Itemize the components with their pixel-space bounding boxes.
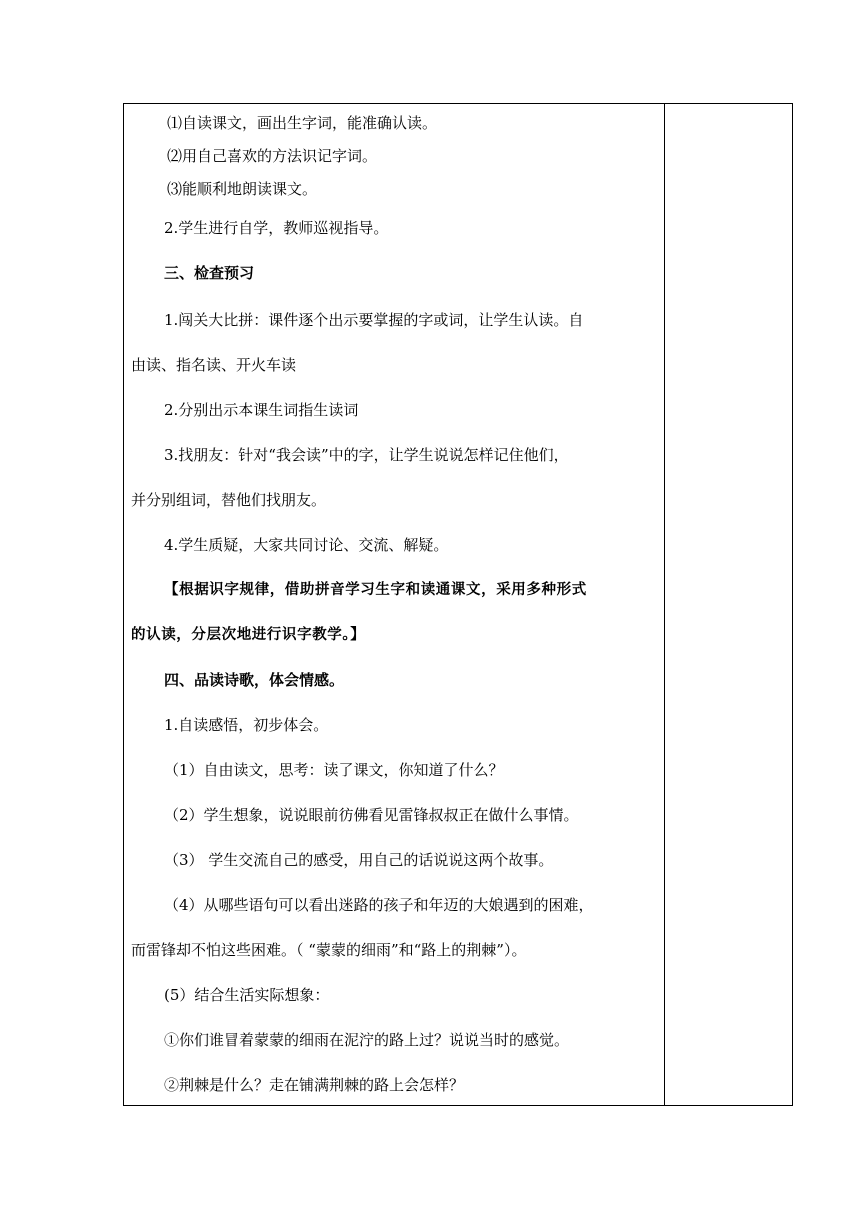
- step-item: ②荆棘是什么？走在铺满荆棘的路上会怎样？: [164, 1076, 465, 1094]
- lesson-plan-table: [123, 103, 793, 1106]
- paragraph: 2.分别出示本课生词指生读词: [164, 401, 359, 419]
- design-note: 【根据识字规律，借助拼音学习生字和读通课文，采用多种形式: [164, 581, 587, 598]
- step-item: ⑴自读课文，画出生字词，能准确认读。: [167, 114, 438, 132]
- step-item: ①你们谁冒着蒙蒙的细雨在泥泞的路上过？说说当时的感觉。: [164, 1031, 570, 1049]
- step-item: ⑵用自己喜欢的方法识记字词。: [167, 147, 378, 165]
- step-item: （3） 学生交流自己的感受，用自己的话说说这两个故事。: [164, 851, 554, 869]
- step-item: （4）从哪些语句可以看出迷路的孩子和年迈的大娘遇到的困难，: [164, 896, 594, 914]
- paragraph: 1.自读感悟，初步体会。: [164, 716, 329, 734]
- lesson-content-cell: [124, 104, 664, 1105]
- paragraph: 3.找朋友：针对“我会读”中的字，让学生说说怎样记住他们，: [164, 446, 569, 464]
- notes-cell: [665, 104, 792, 1105]
- step-item: (5）结合生活实际想象：: [164, 986, 330, 1004]
- paragraph: 2.学生进行自学，教师巡视指导。: [164, 219, 389, 237]
- design-note-continuation: 的认读，分层次地进行识字教学。】: [131, 626, 366, 643]
- step-item: （2）学生想象，说说眼前彷佛看见雷锋叔叔正在做什么事情。: [164, 806, 579, 824]
- section-heading: 四、品读诗歌，体会情感。: [164, 671, 345, 689]
- paragraph-continuation: 由读、指名读、开火车读: [131, 356, 297, 374]
- paragraph: 4.学生质疑，大家共同讨论、交流、解疑。: [164, 536, 449, 554]
- paragraph: 1.闯关大比拼：课件逐个出示要掌握的字或词，让学生认读。自: [164, 311, 584, 329]
- step-item: ⑶能顺利地朗读课文。: [167, 180, 318, 198]
- section-heading: 三、检查预习: [164, 264, 255, 282]
- step-item: （1）自由读文，思考：读了课文，你知道了什么？: [164, 761, 504, 779]
- step-item-continuation: 而雷锋却不怕这些困难。（ “蒙蒙的细雨”和“路上的荆棘”）。: [131, 941, 527, 959]
- paragraph-continuation: 并分别组词，替他们找朋友。: [131, 491, 327, 509]
